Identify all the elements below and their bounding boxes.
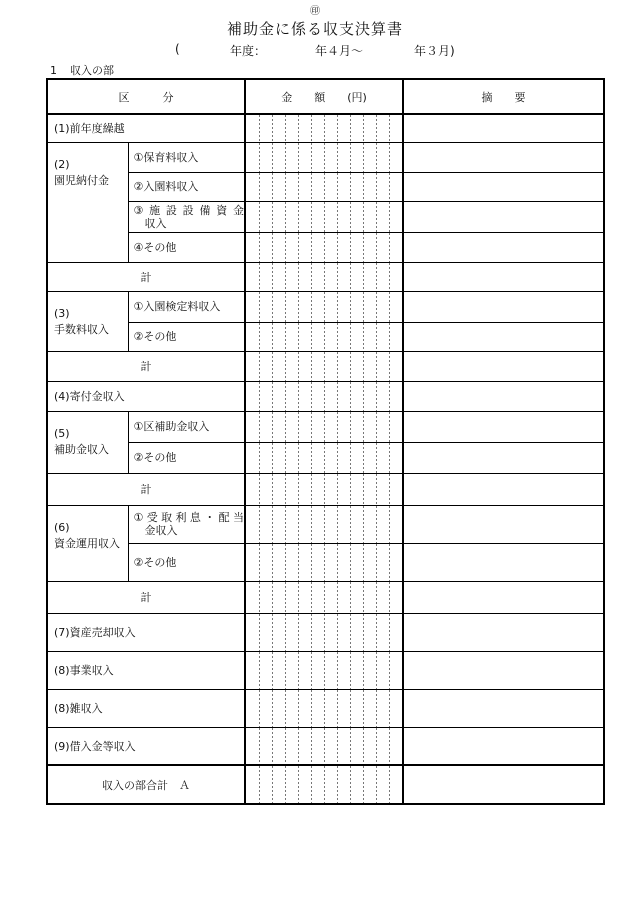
- remarks-cell[interactable]: [403, 689, 604, 727]
- row-misc-label: (8)雑収入: [47, 689, 245, 727]
- remarks-cell[interactable]: [403, 765, 604, 804]
- remarks-cell[interactable]: [403, 581, 604, 613]
- table-row: [47, 381, 604, 411]
- table-row: [47, 543, 604, 581]
- remarks-cell[interactable]: [403, 291, 604, 322]
- amount-cell[interactable]: [245, 651, 403, 689]
- remarks-cell[interactable]: [403, 543, 604, 581]
- grand-total-label: 収入の部合計 Ａ: [47, 765, 245, 804]
- table-row: [47, 172, 604, 201]
- table-row: [47, 442, 604, 473]
- remarks-cell[interactable]: [403, 651, 604, 689]
- tuition-item-3: [128, 201, 245, 232]
- section-number: 1: [50, 64, 57, 77]
- fiscal-year-label: 年度：: [230, 44, 267, 58]
- table-row: [47, 505, 604, 543]
- fee-item-2: ②その他: [128, 322, 245, 351]
- fund-total-label: 計: [47, 581, 245, 613]
- fiscal-period: [0, 42, 630, 58]
- amount-cell[interactable]: [245, 411, 403, 442]
- table-row: [47, 765, 604, 804]
- fund-item-2: ②その他: [128, 543, 245, 581]
- section-heading: [50, 62, 114, 78]
- fee-item-1: ①入園検定料収入: [128, 291, 245, 322]
- table-row: [47, 689, 604, 727]
- remarks-cell[interactable]: [403, 473, 604, 505]
- row-carryover-label: (1)前年度繰越: [47, 114, 245, 142]
- fund-item-1: [128, 505, 245, 543]
- fund-group-label: [47, 505, 128, 581]
- table-row: [47, 581, 604, 613]
- amount-cell[interactable]: [245, 114, 403, 142]
- remarks-cell[interactable]: [403, 172, 604, 201]
- amount-cell[interactable]: [245, 581, 403, 613]
- table-row: [47, 322, 604, 351]
- amount-cell[interactable]: [245, 442, 403, 473]
- amount-cell[interactable]: [245, 765, 403, 804]
- table-row: [47, 727, 604, 765]
- remarks-cell[interactable]: [403, 505, 604, 543]
- seal-mark: ㊞: [310, 6, 320, 17]
- table-row: [47, 291, 604, 322]
- subsidy-total-label: 計: [47, 473, 245, 505]
- period-open-paren: (: [175, 42, 180, 56]
- row-loan-label: (9)借入金等収入: [47, 727, 245, 765]
- remarks-cell[interactable]: [403, 613, 604, 651]
- amount-cell[interactable]: [245, 291, 403, 322]
- fee-group-number: (3): [54, 306, 70, 320]
- remarks-cell[interactable]: [403, 442, 604, 473]
- amount-cell[interactable]: [245, 201, 403, 232]
- amount-cell[interactable]: [245, 613, 403, 651]
- remarks-cell[interactable]: [403, 232, 604, 262]
- fund-item-1-line1: ①受取利息・配当: [133, 511, 244, 524]
- amount-cell[interactable]: [245, 727, 403, 765]
- amount-cell[interactable]: [245, 689, 403, 727]
- remarks-cell[interactable]: [403, 201, 604, 232]
- table-row: [47, 351, 604, 381]
- tuition-item-2: ②入園料収入: [128, 172, 245, 201]
- tuition-item-4: ④その他: [128, 232, 245, 262]
- remarks-cell[interactable]: [403, 381, 604, 411]
- tuition-item-1: ①保育料収入: [128, 142, 245, 172]
- tuition-item-3-line2: 収入: [144, 216, 167, 230]
- table-row: [47, 651, 604, 689]
- remarks-cell[interactable]: [403, 351, 604, 381]
- subsidy-item-1: ①区補助金収入: [128, 411, 245, 442]
- table-row: [47, 262, 604, 291]
- amount-cell[interactable]: [245, 172, 403, 201]
- start-month-label: 年４月～: [315, 44, 364, 58]
- tuition-item-3-line1: ③施設設備資金: [133, 203, 244, 217]
- remarks-cell[interactable]: [403, 142, 604, 172]
- header-remarks: 摘 要: [403, 79, 604, 114]
- amount-cell[interactable]: [245, 322, 403, 351]
- remarks-cell[interactable]: [403, 322, 604, 351]
- fee-total-label: 計: [47, 351, 245, 381]
- amount-cell[interactable]: [245, 473, 403, 505]
- fund-group-number: (6): [54, 520, 70, 534]
- table-row: [47, 201, 604, 232]
- table-row: [47, 142, 604, 172]
- subsidy-group-name: 補助金収入: [54, 442, 109, 456]
- subsidy-item-2: ②その他: [128, 442, 245, 473]
- tuition-group-number: (2): [54, 157, 70, 171]
- table-row: [47, 411, 604, 442]
- tuition-group-name: 園児納付金: [54, 173, 109, 187]
- fee-group-label: [47, 291, 128, 351]
- amount-cell[interactable]: [245, 262, 403, 291]
- header-category: 区 分: [47, 79, 245, 114]
- fund-item-1-line2: 金収入: [144, 524, 178, 537]
- amount-cell[interactable]: [245, 142, 403, 172]
- tuition-group-label: [47, 142, 128, 262]
- income-table: [46, 78, 605, 805]
- table-row: [47, 613, 604, 651]
- row-business-label: (8)事業収入: [47, 651, 245, 689]
- tuition-total-label: 計: [47, 262, 245, 291]
- remarks-cell[interactable]: [403, 727, 604, 765]
- remarks-cell[interactable]: [403, 262, 604, 291]
- amount-cell[interactable]: [245, 505, 403, 543]
- table-row: [47, 473, 604, 505]
- amount-cell[interactable]: [245, 232, 403, 262]
- remarks-cell[interactable]: [403, 114, 604, 142]
- amount-cell[interactable]: [245, 543, 403, 581]
- fee-group-name: 手数料収入: [54, 322, 109, 336]
- table-row: [47, 114, 604, 142]
- document-title: 補助金に係る収支決算書: [226, 20, 403, 38]
- fund-group-name: 資金運用収入: [54, 536, 120, 550]
- header-amount: 金 額 (円): [245, 79, 403, 114]
- table-row: [47, 232, 604, 262]
- table-header-row: [47, 79, 604, 114]
- subsidy-group-label: [47, 411, 128, 473]
- remarks-cell[interactable]: [403, 411, 604, 442]
- subsidy-group-number: (5): [54, 426, 70, 440]
- section-title: 収入の部: [70, 64, 114, 77]
- end-month-label: 年３月): [414, 44, 455, 58]
- amount-cell[interactable]: [245, 351, 403, 381]
- row-asset-sale-label: (7)資産売却収入: [47, 613, 245, 651]
- row-donation-label: (4)寄付金収入: [47, 381, 245, 411]
- amount-cell[interactable]: [245, 381, 403, 411]
